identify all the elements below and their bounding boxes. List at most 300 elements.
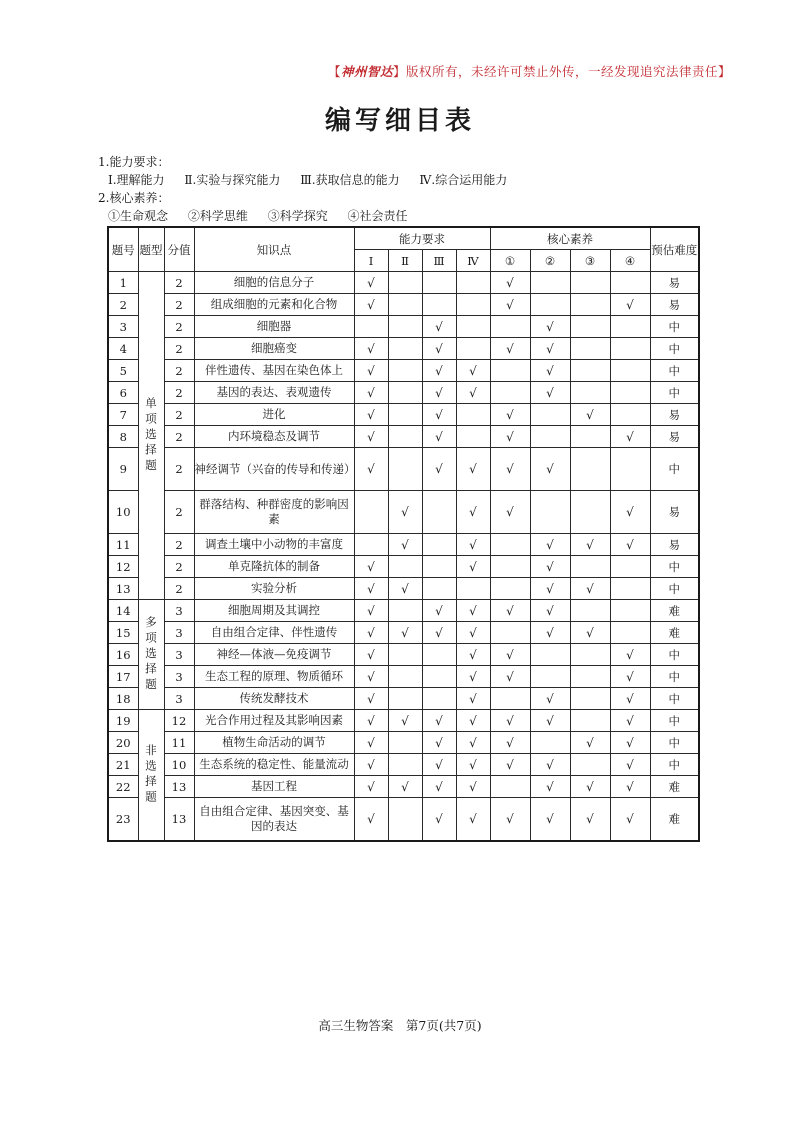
ability-check: √	[456, 754, 490, 776]
core-check: √	[570, 404, 610, 426]
core-col: ①	[490, 250, 530, 272]
score: 2	[164, 426, 194, 448]
ability-item: Ⅳ.综合运用能力	[419, 173, 508, 187]
ability-check	[388, 798, 422, 842]
header-score: 分值	[164, 227, 194, 272]
core-col: ③	[570, 250, 610, 272]
ability-check: √	[422, 776, 456, 798]
table-row	[108, 754, 699, 776]
ability-check: √	[354, 732, 388, 754]
core-check	[570, 382, 610, 404]
table-body	[108, 272, 699, 842]
core-col: ②	[530, 250, 570, 272]
ability-check	[388, 556, 422, 578]
table-row	[108, 316, 699, 338]
score: 3	[164, 600, 194, 622]
ability-check: √	[422, 754, 456, 776]
core-check	[530, 426, 570, 448]
ability-check: √	[354, 644, 388, 666]
core-check	[570, 666, 610, 688]
ability-check: √	[422, 382, 456, 404]
ability-check	[456, 426, 490, 448]
question-number: 23	[108, 798, 138, 842]
knowledge-point: 光合作用过程及其影响因素	[194, 710, 354, 732]
question-number: 8	[108, 426, 138, 448]
core-check: √	[530, 622, 570, 644]
core-list	[108, 207, 424, 224]
core-check: √	[610, 688, 650, 710]
question-number: 6	[108, 382, 138, 404]
question-number: 1	[108, 272, 138, 294]
difficulty: 易	[650, 534, 699, 556]
ability-item: Ⅱ.实验与探究能力	[184, 173, 281, 187]
ability-check: √	[388, 578, 422, 600]
ability-check	[388, 644, 422, 666]
ability-check	[456, 316, 490, 338]
ability-list	[108, 171, 523, 188]
section1-heading: 1.能力要求：	[98, 155, 170, 169]
ability-check: √	[456, 710, 490, 732]
ability-check	[456, 338, 490, 360]
core-check: √	[490, 294, 530, 316]
ability-check: √	[456, 776, 490, 798]
ability-check	[388, 404, 422, 426]
ability-col: Ⅳ	[456, 250, 490, 272]
question-number: 15	[108, 622, 138, 644]
core-check	[570, 491, 610, 534]
ability-check	[388, 294, 422, 316]
ability-check: √	[354, 338, 388, 360]
score: 2	[164, 294, 194, 316]
ability-check	[388, 316, 422, 338]
question-number: 3	[108, 316, 138, 338]
ability-check	[388, 448, 422, 491]
core-check	[490, 578, 530, 600]
core-check	[490, 382, 530, 404]
table-row	[108, 272, 699, 294]
core-check: √	[570, 578, 610, 600]
score: 2	[164, 491, 194, 534]
ability-check	[388, 360, 422, 382]
difficulty: 中	[650, 578, 699, 600]
ability-check: √	[456, 491, 490, 534]
core-check: √	[530, 600, 570, 622]
question-number: 9	[108, 448, 138, 491]
knowledge-point: 进化	[194, 404, 354, 426]
table-row	[108, 338, 699, 360]
core-check: √	[610, 426, 650, 448]
core-check	[570, 754, 610, 776]
section2-heading: 2.核心素养：	[98, 191, 170, 205]
score: 10	[164, 754, 194, 776]
ability-check: √	[388, 491, 422, 534]
core-check: √	[530, 382, 570, 404]
ability-check: √	[388, 710, 422, 732]
difficulty: 中	[650, 338, 699, 360]
core-check	[530, 666, 570, 688]
question-number: 2	[108, 294, 138, 316]
core-check: √	[490, 798, 530, 842]
score: 3	[164, 622, 194, 644]
ability-check: √	[456, 556, 490, 578]
question-number: 20	[108, 732, 138, 754]
table-row	[108, 491, 699, 534]
ability-check: √	[354, 360, 388, 382]
knowledge-point: 神经—体液—免疫调节	[194, 644, 354, 666]
score: 2	[164, 338, 194, 360]
ability-check	[354, 316, 388, 338]
question-type: 单项选择题	[138, 272, 164, 600]
difficulty: 中	[650, 448, 699, 491]
core-check	[570, 316, 610, 338]
question-type: 非选择题	[138, 710, 164, 842]
question-number: 19	[108, 710, 138, 732]
score: 3	[164, 666, 194, 688]
core-check	[610, 600, 650, 622]
core-check: √	[530, 448, 570, 491]
knowledge-point: 内环境稳态及调节	[194, 426, 354, 448]
core-item: ①生命观念	[108, 209, 169, 223]
core-check: √	[610, 776, 650, 798]
core-check	[490, 316, 530, 338]
ability-col: Ⅱ	[388, 250, 422, 272]
ability-check: √	[456, 382, 490, 404]
spec-table	[107, 226, 700, 842]
knowledge-point: 细胞癌变	[194, 338, 354, 360]
core-item: ②科学思维	[187, 209, 248, 223]
core-check	[490, 556, 530, 578]
table-row	[108, 360, 699, 382]
ability-item: Ⅰ.理解能力	[108, 173, 165, 187]
ability-check: √	[354, 688, 388, 710]
ability-check: √	[422, 710, 456, 732]
core-check: √	[570, 776, 610, 798]
ability-check	[422, 688, 456, 710]
question-number: 10	[108, 491, 138, 534]
table-row	[108, 382, 699, 404]
table-row	[108, 622, 699, 644]
core-check	[570, 360, 610, 382]
difficulty: 中	[650, 644, 699, 666]
ability-check: √	[456, 732, 490, 754]
ability-check: √	[354, 666, 388, 688]
ability-check: √	[354, 294, 388, 316]
ability-check: √	[354, 776, 388, 798]
table-row	[108, 666, 699, 688]
question-number: 4	[108, 338, 138, 360]
question-number: 21	[108, 754, 138, 776]
core-check	[490, 688, 530, 710]
core-check	[570, 338, 610, 360]
difficulty: 易	[650, 404, 699, 426]
table-row	[108, 710, 699, 732]
question-number: 17	[108, 666, 138, 688]
core-check: √	[490, 754, 530, 776]
ability-check: √	[422, 338, 456, 360]
table-row	[108, 688, 699, 710]
difficulty: 中	[650, 710, 699, 732]
ability-check: √	[354, 754, 388, 776]
knowledge-point: 细胞器	[194, 316, 354, 338]
score: 2	[164, 556, 194, 578]
core-check: √	[610, 732, 650, 754]
core-check	[610, 382, 650, 404]
knowledge-point: 实验分析	[194, 578, 354, 600]
core-check: √	[490, 338, 530, 360]
core-check	[530, 644, 570, 666]
core-check	[610, 448, 650, 491]
difficulty: 中	[650, 316, 699, 338]
ability-check: √	[456, 622, 490, 644]
question-number: 16	[108, 644, 138, 666]
table-row	[108, 798, 699, 842]
question-number: 18	[108, 688, 138, 710]
ability-check: √	[422, 622, 456, 644]
ability-check: √	[456, 534, 490, 556]
table-row	[108, 556, 699, 578]
difficulty: 易	[650, 426, 699, 448]
ability-check	[456, 404, 490, 426]
core-check	[530, 732, 570, 754]
knowledge-point: 组成细胞的元素和化合物	[194, 294, 354, 316]
knowledge-point: 植物生命活动的调节	[194, 732, 354, 754]
score: 2	[164, 316, 194, 338]
core-check	[610, 578, 650, 600]
table-row	[108, 732, 699, 754]
ability-check: √	[388, 622, 422, 644]
ability-check: √	[354, 272, 388, 294]
ability-check: √	[354, 448, 388, 491]
ability-check: √	[422, 316, 456, 338]
core-check	[610, 404, 650, 426]
core-check: √	[610, 294, 650, 316]
table-row	[108, 534, 699, 556]
core-check: √	[530, 338, 570, 360]
ability-check	[388, 732, 422, 754]
core-col: ④	[610, 250, 650, 272]
ability-check	[388, 754, 422, 776]
score: 2	[164, 360, 194, 382]
ability-check: √	[422, 732, 456, 754]
header-difficulty: 预估难度	[650, 227, 699, 272]
core-check	[570, 556, 610, 578]
question-type: 多项选择题	[138, 600, 164, 710]
core-check: √	[530, 578, 570, 600]
ability-check: √	[354, 382, 388, 404]
core-check: √	[530, 360, 570, 382]
core-check	[610, 556, 650, 578]
core-check: √	[490, 732, 530, 754]
core-item: ③科学探究	[267, 209, 328, 223]
ability-check	[422, 534, 456, 556]
ability-check	[456, 272, 490, 294]
core-check: √	[530, 534, 570, 556]
ability-check	[388, 666, 422, 688]
difficulty: 易	[650, 272, 699, 294]
core-check	[570, 448, 610, 491]
core-item: ④社会责任	[347, 209, 408, 223]
question-number: 12	[108, 556, 138, 578]
question-number: 14	[108, 600, 138, 622]
ability-check	[354, 534, 388, 556]
brand-logo: 神州智达	[341, 64, 394, 79]
core-check	[530, 404, 570, 426]
ability-col: Ⅰ	[354, 250, 388, 272]
table-row	[108, 448, 699, 491]
page-footer: 高三生物答案 第7页(共7页)	[318, 1018, 482, 1033]
ability-check: √	[354, 578, 388, 600]
core-check	[570, 294, 610, 316]
difficulty: 难	[650, 776, 699, 798]
score: 13	[164, 776, 194, 798]
ability-check: √	[422, 448, 456, 491]
core-check: √	[490, 426, 530, 448]
ability-check: √	[456, 798, 490, 842]
ability-check	[354, 491, 388, 534]
ability-check: √	[456, 666, 490, 688]
table-row	[108, 404, 699, 426]
ability-check	[388, 688, 422, 710]
core-check: √	[610, 754, 650, 776]
ability-check: √	[456, 644, 490, 666]
knowledge-point: 自由组合定律、基因突变、基因的表达	[194, 798, 354, 842]
core-check: √	[490, 644, 530, 666]
core-check	[570, 272, 610, 294]
score: 2	[164, 272, 194, 294]
ability-check	[388, 338, 422, 360]
core-check	[610, 622, 650, 644]
ability-check: √	[354, 404, 388, 426]
ability-check	[422, 294, 456, 316]
knowledge-point: 生态系统的稳定性、能量流动	[194, 754, 354, 776]
ability-check	[422, 644, 456, 666]
ability-check: √	[354, 426, 388, 448]
core-check	[570, 426, 610, 448]
knowledge-point: 传统发酵技术	[194, 688, 354, 710]
ability-check: √	[354, 622, 388, 644]
score: 11	[164, 732, 194, 754]
ability-check: √	[422, 798, 456, 842]
knowledge-point: 调查土壤中小动物的丰富度	[194, 534, 354, 556]
difficulty: 中	[650, 688, 699, 710]
core-check: √	[490, 448, 530, 491]
difficulty: 中	[650, 382, 699, 404]
ability-check	[422, 578, 456, 600]
score: 2	[164, 578, 194, 600]
ability-col: Ⅲ	[422, 250, 456, 272]
core-check	[610, 316, 650, 338]
ability-check: √	[456, 448, 490, 491]
knowledge-point: 细胞周期及其调控	[194, 600, 354, 622]
core-check: √	[530, 776, 570, 798]
header-kp: 知识点	[194, 227, 354, 272]
core-check: √	[530, 754, 570, 776]
core-check	[490, 360, 530, 382]
core-check: √	[490, 491, 530, 534]
question-number: 7	[108, 404, 138, 426]
knowledge-point: 群落结构、种群密度的影响因素	[194, 491, 354, 534]
difficulty: 易	[650, 491, 699, 534]
core-check: √	[490, 600, 530, 622]
core-check: √	[610, 534, 650, 556]
knowledge-point: 基因工程	[194, 776, 354, 798]
ability-check: √	[388, 776, 422, 798]
score: 2	[164, 534, 194, 556]
ability-check: √	[456, 688, 490, 710]
ability-check	[388, 382, 422, 404]
core-check	[610, 338, 650, 360]
ability-check	[388, 600, 422, 622]
difficulty: 中	[650, 754, 699, 776]
ability-check	[422, 666, 456, 688]
core-check: √	[610, 666, 650, 688]
core-check: √	[610, 798, 650, 842]
core-check	[530, 491, 570, 534]
core-check: √	[530, 556, 570, 578]
core-check	[530, 272, 570, 294]
ability-check: √	[422, 360, 456, 382]
ability-check: √	[354, 556, 388, 578]
knowledge-point: 单克隆抗体的制备	[194, 556, 354, 578]
core-check: √	[490, 710, 530, 732]
core-check: √	[530, 710, 570, 732]
header-type: 题型	[138, 227, 164, 272]
copyright-text: 】版权所有，未经许可禁止外传，一经发现追究法律责任】	[393, 64, 732, 79]
difficulty: 难	[650, 622, 699, 644]
knowledge-point: 细胞的信息分子	[194, 272, 354, 294]
core-check: √	[610, 491, 650, 534]
core-check: √	[530, 316, 570, 338]
knowledge-point: 基因的表达、表观遗传	[194, 382, 354, 404]
question-number: 5	[108, 360, 138, 382]
core-check	[570, 600, 610, 622]
difficulty: 中	[650, 360, 699, 382]
core-check: √	[490, 272, 530, 294]
question-number: 22	[108, 776, 138, 798]
core-check	[610, 272, 650, 294]
ability-check	[388, 426, 422, 448]
score: 3	[164, 688, 194, 710]
difficulty: 难	[650, 600, 699, 622]
difficulty: 中	[650, 556, 699, 578]
score: 3	[164, 644, 194, 666]
core-check: √	[610, 644, 650, 666]
knowledge-point: 伴性遗传、基因在染色体上	[194, 360, 354, 382]
core-check: √	[610, 710, 650, 732]
core-check: √	[570, 798, 610, 842]
ability-check: √	[388, 534, 422, 556]
ability-check: √	[456, 600, 490, 622]
core-check	[490, 776, 530, 798]
ability-check	[388, 272, 422, 294]
core-check	[570, 710, 610, 732]
ability-check: √	[422, 600, 456, 622]
difficulty: 难	[650, 798, 699, 842]
difficulty: 易	[650, 294, 699, 316]
knowledge-point: 神经调节（兴奋的传导和传递）	[194, 448, 354, 491]
score: 13	[164, 798, 194, 842]
table-row	[108, 294, 699, 316]
core-check	[570, 688, 610, 710]
knowledge-point: 自由组合定律、伴性遗传	[194, 622, 354, 644]
ability-check: √	[354, 600, 388, 622]
score: 2	[164, 382, 194, 404]
ability-check	[422, 556, 456, 578]
page-title: 编写细目表	[324, 106, 475, 136]
ability-check	[456, 578, 490, 600]
core-check: √	[570, 732, 610, 754]
knowledge-point: 生态工程的原理、物质循环	[194, 666, 354, 688]
